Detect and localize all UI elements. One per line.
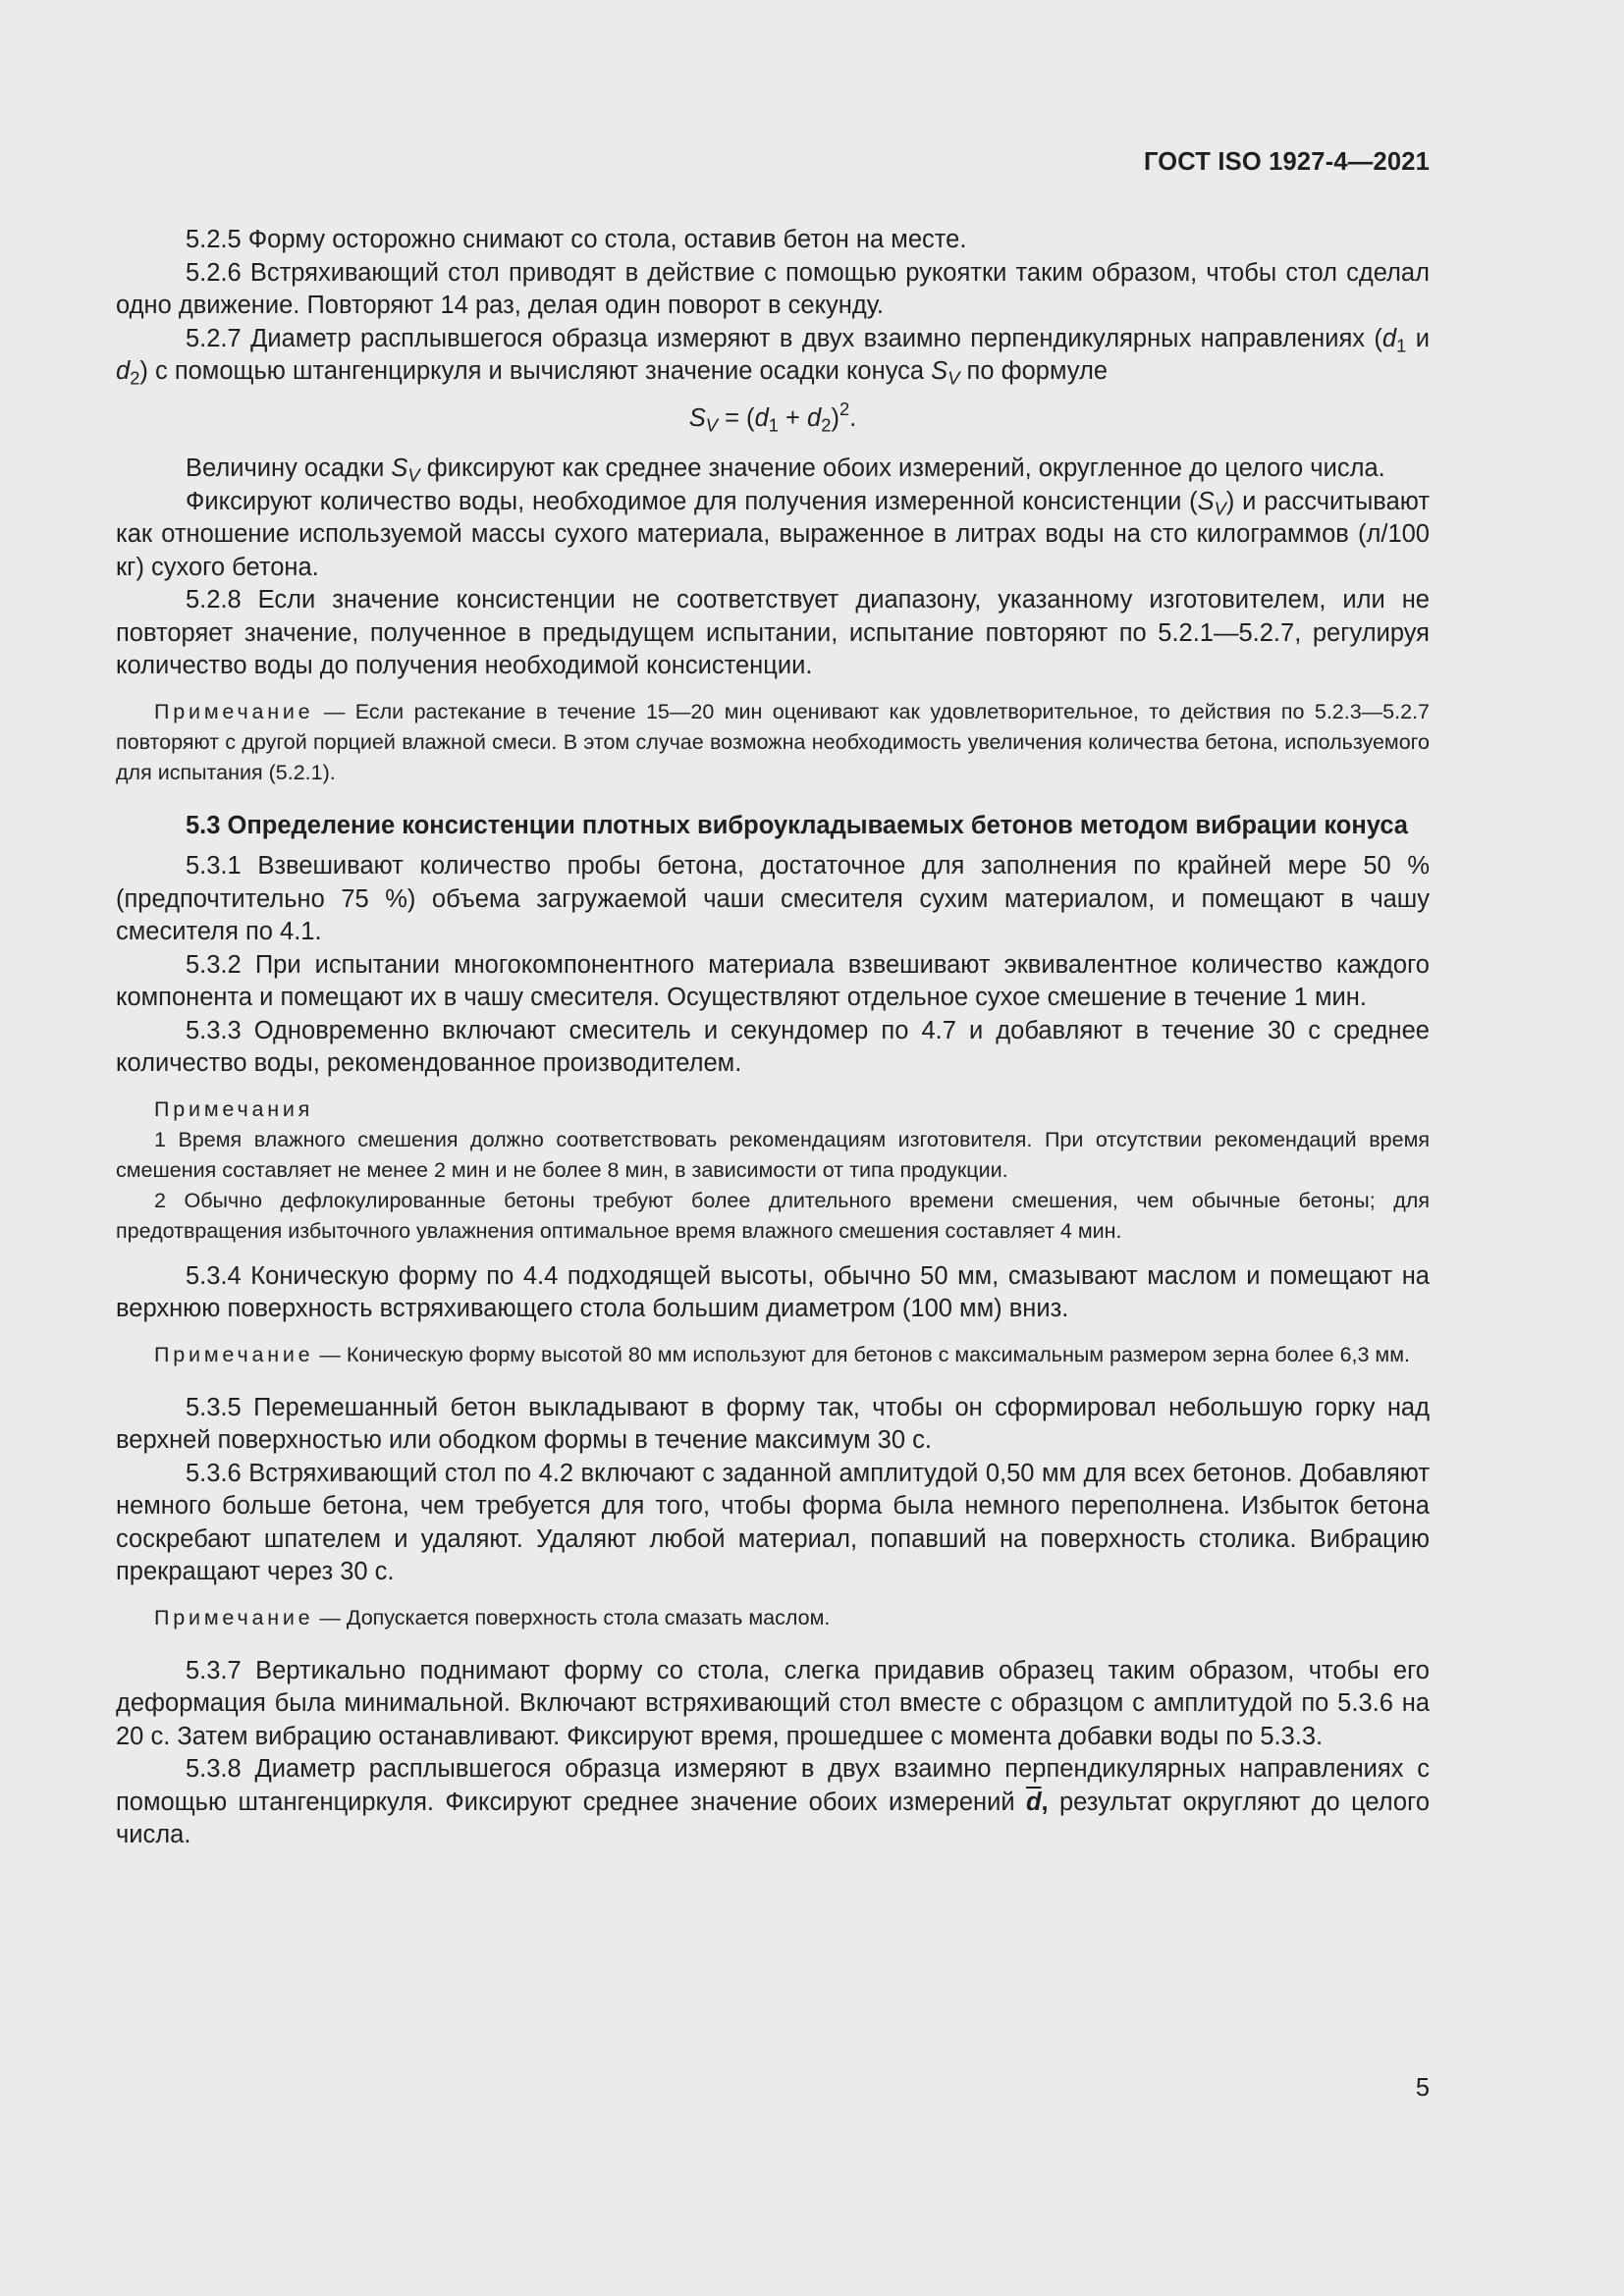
paragraph-5-3-7: 5.3.7 Вертикально поднимают форму со стола, слегка придавив образец таким образом, чтобы его деформация была минимальной. Включают встряхивающий стол вместе с образцом с амплитудой по 5.3.6 на 20 с. Затем вибрацию останавливают. Фиксируют время, прошедшее с момента добавки воды по 5.3.3. (116, 1656, 1430, 1750)
paragraph-5-3-3: 5.3.3 Одновременно включают смеситель и секундомер по 4.7 и добавляют в течение 30 с среднее количество воды, рекомендованное производителем. (116, 1016, 1430, 1077)
paragraph-5-2-8: 5.2.8 Если значение консистенции не соответствует диапазону, указанному изготовителем, или не повторяет значение, полученное в предыдущем испытании, испытание повторяют по 5.2.1—5.2.7, регулируя количество воды до получения необходимой консистенции. (116, 586, 1430, 679)
page-number: 5 (1415, 2074, 1430, 2102)
paragraph-5-2-5: 5.2.5 Форму осторожно снимают со стола, оставив бетон на месте. (186, 226, 967, 253)
paragraph-5-3-5: 5.3.5 Перемешанный бетон выкладывают в форму так, чтобы он сформировал небольшую горку над верхней поверхностью или ободком формы в течение максимум 30 с. (116, 1393, 1430, 1454)
page-body (116, 224, 1430, 1852)
paragraph-5-3-4: 5.3.4 Коническую форму по 4.4 подходящей высоты, обычно 50 мм, смазывают маслом и помещают на верхнюю поверхность встряхивающего стола большим диаметром (100 мм) вниз. (116, 1261, 1430, 1322)
section-heading-5-3: 5.3 Определение консистенции плотных виброукладываемых бетонов методом вибрации конуса (186, 811, 1408, 839)
note-1: Примечание — Если растекание в течение 15—20 мин оценивают как удовлетворительное, то действия по 5.2.3—5.2.7 повторяют с другой порцией влажной смеси. В этом случае возможна необходимость увеличения количества бетона, используемого для испытания (5.2.1). (116, 699, 1430, 784)
paragraph-5-2-6: 5.2.6 Встряхивающий стол приводят в действие с помощью рукоятки таким образом, чтобы стол сделал одно движение. Повторяют 14 раз, делая один поворот в секунду. (116, 258, 1430, 319)
notes-2-item-1: 1 Время влажного смешения должно соответствовать рекомендациям изготовителя. При отсутствии рекомендаций время смешения составляет не менее 2 мин и не более 8 мин, в зависимости от типа продукции. (116, 1127, 1430, 1182)
paragraph-5-3-2: 5.3.2 При испытании многокомпонентного материала взвешивают эквивалентное количество каждого компонента и помещают их в чашу смесителя. Осуществляют отдельное сухое смешение в течение 1 мин. (116, 950, 1430, 1011)
paragraph-5-3-6: 5.3.6 Встряхивающий стол по 4.2 включают с заданной амплитудой 0,50 мм для всех бетонов. Добавляют немного больше бетона, чем требуется для того, чтобы форма была немного переполнена. Избыток бетона соскребают шпателем и удаляют. Удаляют любой материал, попавший на поверхность столика. Вибрацию прекращают через 30 с. (116, 1459, 1430, 1585)
paragraph-5-3-1: 5.3.1 Взвешивают количество пробы бетона, достаточное для заполнения по крайней мере 50 % (предпочтительно 75 %) объема загружаемой чаши смесителя сухим материалом, и помещают в чашу смесителя по 4.1. (116, 852, 1430, 945)
formula-slump: $S_V = (d_1 + d_2)^2$. (688, 398, 857, 435)
note-4: Примечание — Допускается поверхность стола смазать маслом. (154, 1605, 831, 1629)
notes-2-item-2: 2 Обычно дефлокулированные бетоны требуют более длительного времени смешения, чем обычные бетоны; для предотвращения избыточного увлажнения оптимальное время влажного смешения составляет 4 мин. (116, 1188, 1430, 1243)
paragraph-water: Фиксируют количество воды, необходимое для получения измеренной консистенции $(S_V)$ и рассчитывают как отношение используемой массы сухого материала, выраженное в литрах воды на сто килограммов (л/100 кг) сухого бетона. (116, 487, 1430, 581)
paragraph-5-3-8: 5.3.8 Диаметр расплывшегося образца измеряют в двух взаимно перпендикулярных направлениях с помощью штангенциркуля. Фиксируют среднее значение обоих измерений $\overline{d}$, результат округляют до целого числа. (116, 1755, 1431, 1848)
paragraph-slump-value: Величину осадки $S_V$ фиксируют как среднее значение обоих измерений, округленное до целого числа. (186, 454, 1385, 486)
note-3: Примечание — Коническую форму высотой 80 мм используют для бетонов с максимальным размером зерна более 6,3 мм. (154, 1342, 1410, 1366)
document-header: ГОСТ ISO 1927-4—2021 (1143, 148, 1430, 176)
paragraph-5-2-7: 5.2.7 Диаметр расплывшегося образца измеряют в двух взаимно перпендикулярных направлениях ($d_1$ и $d_2$) с помощью штангенциркуля и вычисляют значение осадки конуса $S_V$ по формуле (116, 324, 1430, 389)
notes-2-title: Примечания (154, 1096, 314, 1121)
